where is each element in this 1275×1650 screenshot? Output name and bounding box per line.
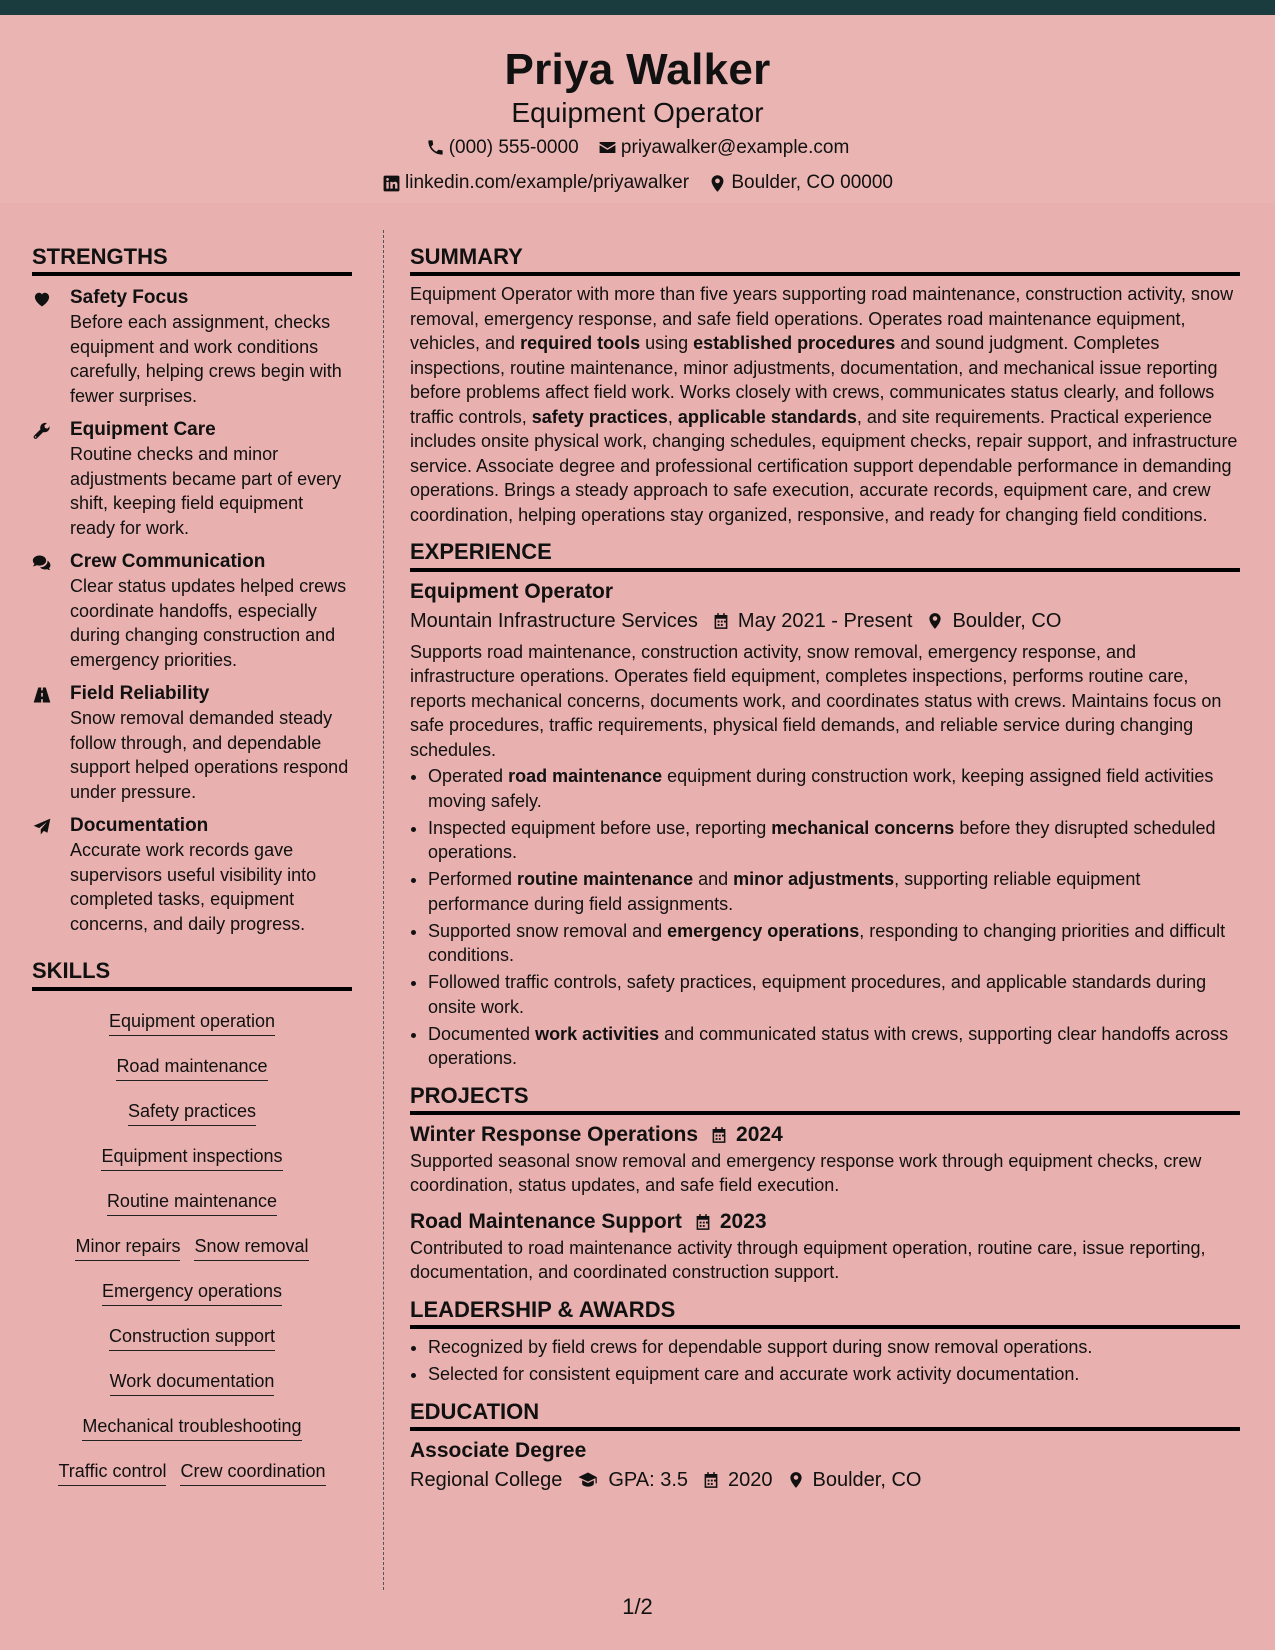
skill-tag: Crew coordination [180,1459,325,1486]
project-name: Road Maintenance Support [410,1209,682,1233]
project-heading [410,1121,1240,1149]
job-bullet: • Performed routine maintenance and minor adjustments, supporting reliable equipment performance during field assignments. [428,867,1240,916]
skills-list [32,1009,352,1486]
strength-text: Accurate work records gave supervisors useful visibility into completed tasks, equipment concerns, and daily progress. [70,840,317,934]
job-company: Mountain Infrastructure Services [410,609,698,632]
skill-tag: Construction support [109,1324,275,1351]
page-number: 1/2 [622,1594,653,1619]
skill-tag: Snow removal [194,1234,308,1261]
education-degree: Associate Degree [410,1438,587,1462]
calendar-icon [712,612,730,630]
strength-text: Snow removal demanded steady follow through, and dependable support helped operations respond under pressure. [70,708,349,802]
strengths-title: STRENGTHS [32,244,352,276]
job-meta [410,606,1240,636]
map-pin-icon [708,174,727,193]
job-bullet: • Followed traffic controls, safety practices, equipment procedures, and applicable standards during onsite work. [428,970,1240,1019]
strength-heading: Crew Communication [70,551,266,573]
right-column [410,244,1240,1499]
skill-tag: Minor repairs [75,1234,180,1261]
strength-text: Before each assignment, checks equipment and work conditions carefully, helping crews begin with fewer surprises. [70,312,342,406]
strength-item [32,418,352,540]
map-pin-icon [926,612,944,630]
job-dates: May 2021 - Present [737,609,913,632]
linkedin-text: linkedin.com/example/priyawalker [405,172,690,194]
project-text: Supported seasonal snow removal and emergency response work through equipment checks, crew coordination, status updates, and safe field execution. [410,1150,1202,1196]
skills-title: SKILLS [32,958,352,990]
job-location: Boulder, CO [952,609,1062,632]
contact-line-2 [0,170,1275,201]
heart-icon [32,289,52,309]
candidate-title: Equipment Operator [511,96,764,128]
summary-title: SUMMARY [410,244,1240,276]
leadership-bullet: • Selected for consistent equipment care and accurate work activity documentation. [428,1362,1240,1387]
graduation-cap-icon [576,1470,600,1490]
location-text: Boulder, CO 00000 [731,172,893,194]
education-gpa: GPA: 3.5 [608,1468,688,1491]
education-year: 2020 [728,1468,773,1491]
project-year: 2023 [719,1209,767,1233]
skill-tag: Mechanical troubleshooting [82,1414,301,1441]
job-bullet: • Operated road maintenance equipment during construction work, keeping assigned field activities moving safely. [428,764,1240,813]
calendar-icon [710,1126,728,1144]
wrench-icon [32,421,52,441]
map-pin-icon [787,1471,805,1489]
linkedin-contact[interactable] [382,170,689,196]
strength-heading: Documentation [70,815,209,837]
road-icon [32,685,52,705]
education-location: Boulder, CO [812,1468,922,1491]
education-title: EDUCATION [410,1399,1240,1431]
strength-item [32,286,352,408]
leadership-bullet: • Recognized by field crews for dependable support during snow removal operations. [428,1335,1240,1360]
skill-tag: Emergency operations [102,1279,282,1306]
calendar-icon [702,1471,720,1489]
strength-heading: Safety Focus [70,287,189,309]
strength-text: Routine checks and minor adjustments became part of every shift, keeping field equipment ready for work. [70,444,342,538]
skill-tag: Routine maintenance [107,1189,277,1216]
strength-heading: Field Reliability [70,683,210,705]
education-meta [410,1465,1240,1495]
project-name: Winter Response Operations [410,1122,699,1146]
job-bullets [410,764,1240,1071]
column-divider [383,230,384,1590]
strength-item [32,550,352,672]
skill-tag: Equipment inspections [101,1144,282,1171]
job-bullet: • Supported snow removal and emergency operations, responding to changing priorities and difficult conditions. [428,919,1240,968]
project-heading [410,1208,1240,1236]
experience-title: EXPERIENCE [410,539,1240,571]
job-bullet: • Inspected equipment before use, reporting mechanical concerns before they disrupted scheduled operations. [428,816,1240,865]
job-bullet: • Documented work activities and communicated status with crews, supporting clear handoffs across operations. [428,1022,1240,1071]
job-title: Equipment Operator [410,579,614,603]
education-school: Regional College [410,1468,563,1491]
strength-text: Clear status updates helped crews coordinate handoffs, especially during changing construction and emergency priorities. [70,576,347,670]
skill-tag: Equipment operation [109,1009,275,1036]
email-text: priyawalker@example.com [620,136,850,158]
paper-plane-icon [32,817,52,837]
phone-text: (000) 555-0000 [448,136,579,158]
projects-title: PROJECTS [410,1083,1240,1115]
contact-line-1 [0,135,1275,166]
skill-tag: Road maintenance [116,1054,267,1081]
skill-tag: Safety practices [128,1099,256,1126]
summary-text: Equipment Operator with more than five years supporting road maintenance, construction activity, snow removal, emergency response, and safe field operations. Operates road maintenance equipment, vehicles, and required tools using established procedures and sound judgment. Completes inspections, routine maintenance, minor adjustments, documentation, and mechanical issue reporting before problems affect field work. Works closely with crews, communicates status clearly, and follows traffic controls, safety practices, applicable standards, and site requirements. Practical experience includes onsite physical work, changing schedules, equipment checks, repair support, and infrastructure service. Associate degree and professional certification support dependable performance in demanding operations. Brings a steady approach to safe execution, accurate records, equipment care, and crew coordination, helping operations stay organized, responsive, and ready for changing field conditions. [410,284,1238,525]
strength-item [32,814,352,936]
email-contact[interactable] [598,135,849,161]
phone-icon [426,138,445,157]
linkedin-icon [382,174,401,193]
strength-item [32,682,352,804]
candidate-name: Priya Walker [504,45,771,94]
envelope-icon [598,138,617,157]
project-year: 2024 [736,1122,783,1146]
resume-header [0,15,1275,203]
skill-tag: Traffic control [58,1459,166,1486]
leadership-bullets [410,1335,1240,1387]
project-text: Contributed to road maintenance activity through equipment operation, routine care, issue reporting, documentation, and coordinated construction support. [410,1237,1206,1283]
left-column [32,244,352,1504]
calendar-icon [694,1213,712,1231]
skill-tag: Work documentation [110,1369,275,1396]
strength-heading: Equipment Care [70,419,216,441]
top-accent-bar [0,0,1275,15]
comments-icon [32,553,52,573]
job-description: Supports road maintenance, construction activity, snow removal, emergency response, and infrastructure operations. Operates field equipment, completes inspections, performs routine care, reports mechanical concerns, documents work, and coordinates status with crews. Maintains focus on safe procedures, traffic requirements, physical field demands, and reliable service during changing schedules. [410,641,1222,760]
location-contact [708,170,893,196]
leadership-title: LEADERSHIP & AWARDS [410,1297,1240,1329]
phone-contact [426,135,579,161]
